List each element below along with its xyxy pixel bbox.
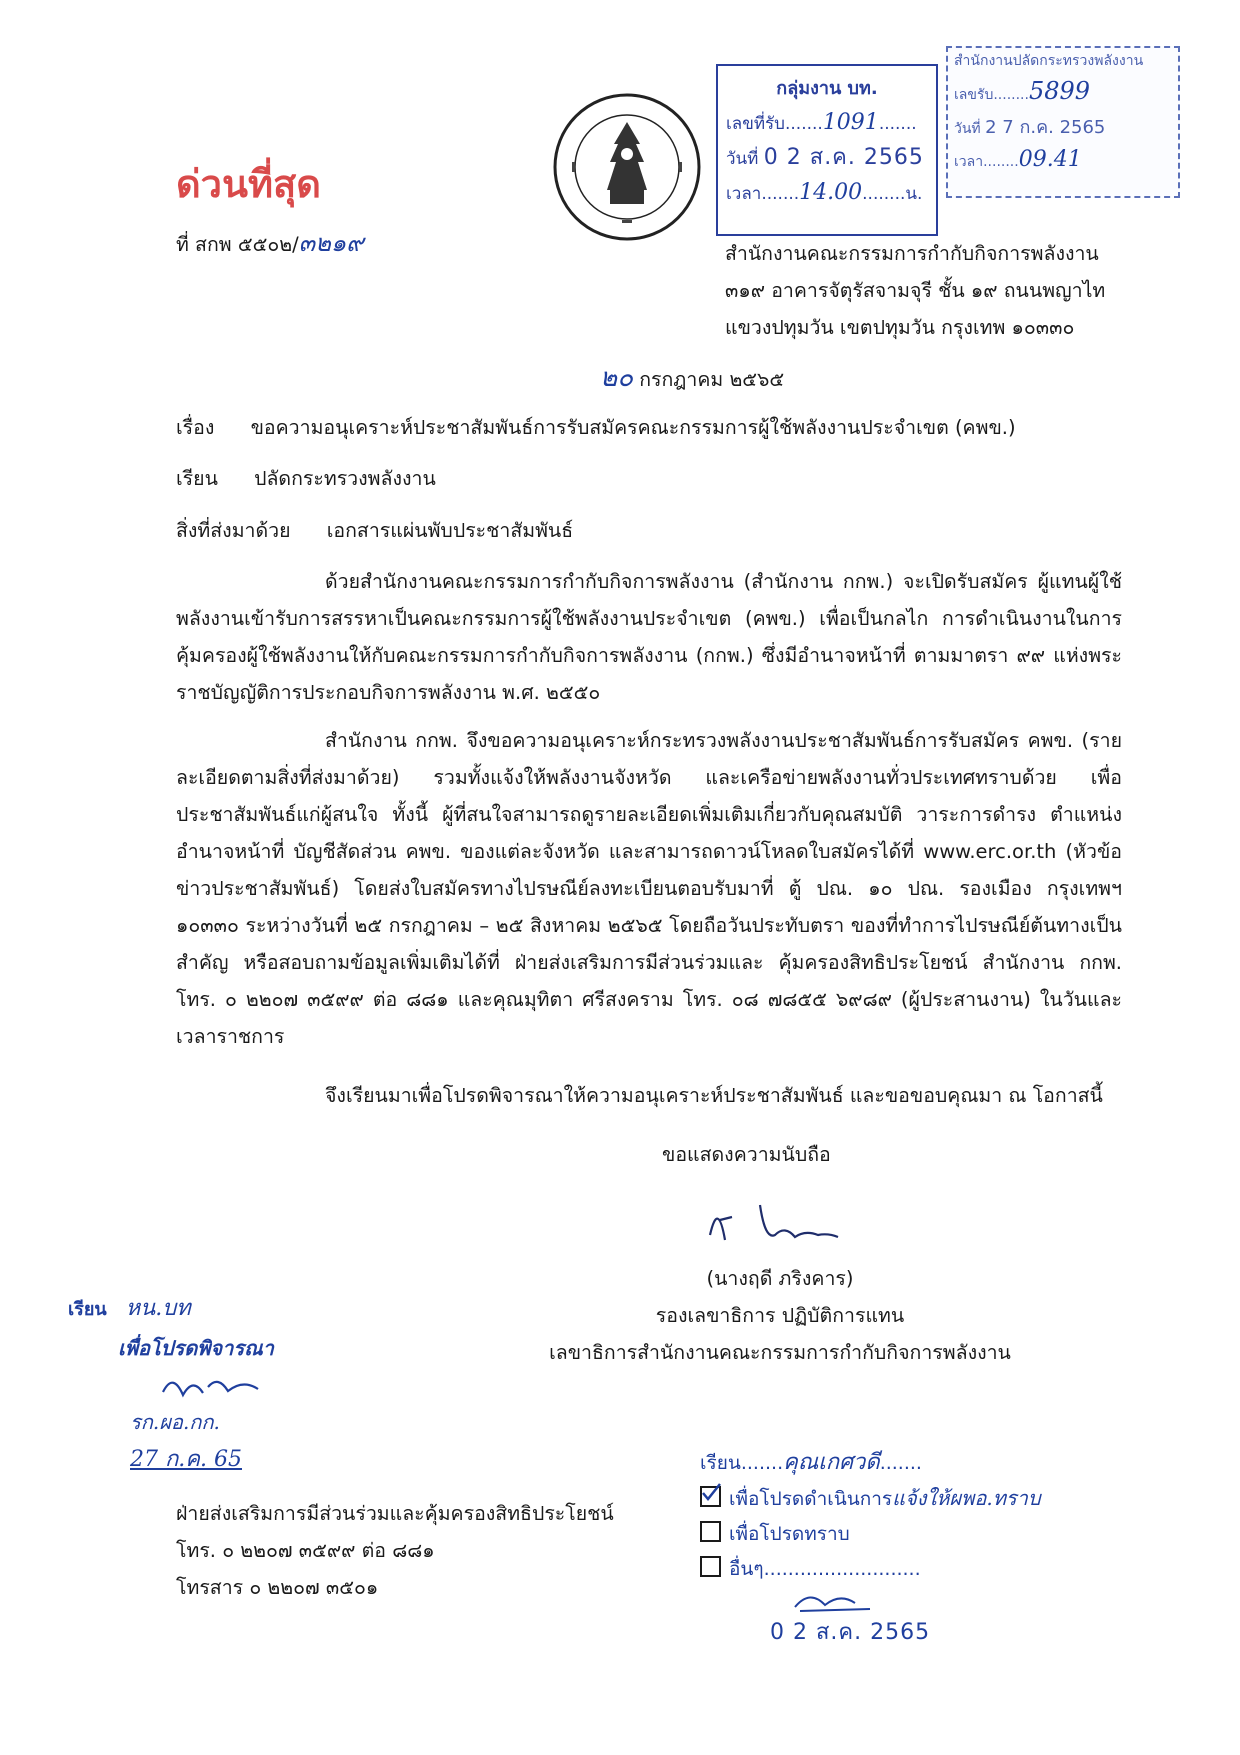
office-stamp-date: วันที่ 2 7 ก.ค. 2565 [954,117,1106,138]
document-reference [176,225,364,263]
initials-signature-icon [158,1367,278,1403]
routing-stamp [700,1445,1041,1650]
left-handwritten-memo [68,1290,328,1479]
contact-footer [176,1495,614,1606]
body-paragraph-1: ด้วยสำนักงานคณะกรรมการกำกับกิจการพลังงาน (สำนักงาน กกพ.) จะเปิดรับสมัคร ผู้แทนผู้ใช้พลังงานเข้ารับการสรรหาเป็นคณะกรรมการผู้ใช้พลังงานประจำเขต (คพข.) เพื่อเป็นกลไก การดำเนินงานในการคุ้มครองผู้ใช้พลังงานให้กับคณะกรรมการกำกับกิจการพลังงาน (กกพ.) ซึ่งมีอำนาจหน้าที่ ตามมาตรา ๙๙ แห่งพระราชบัญญัติการประกอบกิจการพลังงาน พ.ศ. ๒๕๕๐ [176,570,1122,704]
routing-date: 0 2 ส.ค. 2565 [770,1620,931,1645]
routing-signature-icon [790,1587,880,1615]
checked-checkbox-icon [700,1486,721,1507]
signer-block [460,1260,1100,1371]
body-paragraph-2: สำนักงาน กกพ. จึงขอความอนุเคราะห์กระทรวงพลังงานประชาสัมพันธ์การรับสมัคร คพข. (รายละเอียดตามสิ่งที่ส่งมาด้วย) รวมทั้งแจ้งให้พลังงานจังหวัด และเครือข่ายพลังงานทั่วประเทศทราบด้วย เพื่อประชาสัมพันธ์แก่ผู้สนใจ ทั้งนี้ ผู้ที่สนใจสามารถดูรายละเอียดเพิ่มเติมเกี่ยวกับคุณสมบัติ วาระการดำรง ตำแหน่ง อำนาจหน้าที่ บัญชีสัดส่วน คพข. ของแต่ละจังหวัด และสามารถดาวน์โหลดใบสมัครได้ที่ www.erc.or.th (หัวข้อข่าวประชาสัมพันธ์) โดยส่งใบสมัครทางไปรษณีย์ลงทะเบียนตอบรับมาที่ ตู้ ปณ. ๑๐ ปณ. รองเมือง กรุงเทพฯ ๑๐๓๓๐ ระหว่างวันที่ ๒๕ กรกฎาคม – ๒๕ สิงหาคม ๒๕๖๕ โดยถือวันประทับตรา ของที่ทำการไปรษณีย์ต้นทางเป็นสำคัญ หรือสอบถามข้อมูลเพิ่มเติมได้ที่ ฝ่ายส่งเสริมการมีส่วนร่วมและ คุ้มครองสิทธิประโยชน์ สำนักงาน กกพ. โทร. ๐ ๒๒๐๗ ๓๕๙๙ ต่อ ๘๘๑ และคุณมุทิตา ศรีสงคราม โทร. ๐๘ ๗๘๕๕ ๖๙๘๙ (ผู้ประสานงาน) ในวันและเวลาราชการ [176,729,1122,1048]
contact-phone: โทร. ๐ ๒๒๐๗ ๓๕๙๙ ต่อ ๘๘๑ [176,1539,435,1562]
sender-address-line: สำนักงานคณะกรรมการกำกับกิจการพลังงาน [725,242,1099,265]
routing-option-info: เพื่อโปรดทราบ [700,1517,1041,1552]
office-stamp-time: เวลา........09.41 [954,147,1082,172]
receive-stamp-date: วันที่ 0 2 ส.ค. 2565 [726,145,924,170]
recipient-line [176,460,436,497]
signer-title: เลขาธิการสำนักงานคณะกรรมการกำกับกิจการพลังงาน [549,1341,1011,1364]
office-stamp [946,46,1180,198]
date-month-year: กรกฎาคม ๒๕๖๕ [639,368,785,391]
date-day: ๒๐ [600,363,634,393]
signer-title: รองเลขาธิการ ปฏิบัติการแทน [655,1304,905,1327]
receive-stamp-title: กลุ่มงาน บท. [776,78,878,99]
office-stamp-number: เลขรับ........5899 [954,77,1091,105]
body-paragraph-3: จึงเรียนมาเพื่อโปรดพิจารณาให้ความอนุเคราะห์ประชาสัมพันธ์ และขอขอบคุณมา ณ โอกาสนี้ [325,1084,1103,1107]
contact-fax: โทรสาร ๐ ๒๒๐๗ ๓๕๐๑ [176,1576,379,1599]
subject-label: เรื่อง [176,416,215,439]
memo-date: 27 ก.ค. 65 [130,1447,242,1472]
checkbox-icon [700,1521,721,1542]
signer-name: (นางฤดี ภริงคาร) [706,1267,854,1290]
urgency-label: ด่วนที่สุด [176,162,321,206]
memo-to: เรียน หน.บท [68,1296,191,1321]
enclosure-label: สิ่งที่ส่งมาด้วย [176,519,291,542]
routing-to: เรียน.......คุณเกศวดี....... [700,1450,922,1475]
memo-initials [68,1367,328,1403]
contact-department: ฝ่ายส่งเสริมการมีส่วนร่วมและคุ้มครองสิทธิประโยชน์ [176,1502,614,1525]
memo-position: รก.ผอ.กก. [130,1410,220,1434]
routing-option-action: เพื่อโปรดดำเนินการแจ้งให้ผพอ.ทราบ [700,1481,1041,1517]
emblem-seal [552,92,702,242]
sender-address [725,235,1145,346]
receive-stamp-time: เวลา.......14.00........น. [726,180,923,205]
sender-address-line: แขวงปทุมวัน เขตปทุมวัน กรุงเทพ ๑๐๓๓๐ [725,316,1075,339]
document-date [600,360,784,398]
subject-line [176,409,1016,446]
reference-handwritten: ๓๒๑๙ [298,229,364,257]
enclosure-text: เอกสารแผ่นพับประชาสัมพันธ์ [326,519,574,542]
signature-icon [700,1195,860,1255]
checkbox-icon [700,1556,721,1577]
sender-address-line: ๓๑๙ อาคารจัตุรัสจามจุรี ชั้น ๑๙ ถนนพญาไท [725,279,1106,302]
reference-prefix: ที่ สกพ ๕๕๐๒/ [176,233,299,256]
receive-stamp-number: เลขที่รับ.......1091....... [726,110,917,135]
subject-text: ขอความอนุเคราะห์ประชาสัมพันธ์การรับสมัครคณะกรรมการผู้ใช้พลังงานประจำเขต (คพข.) [250,416,1016,439]
handwritten-signature [700,1195,860,1255]
garuda-seal-icon [552,92,702,242]
routing-signature [700,1587,1041,1615]
recipient-text: ปลัดกระทรวงพลังงาน [254,467,436,490]
enclosure-line [176,512,573,549]
recipient-label: เรียน [176,467,218,490]
receive-stamp [716,64,938,236]
office-stamp-title: สำนักงานปลัดกระทรวงพลังงาน [954,53,1144,69]
routing-option-other: อื่นๆ.......................... [700,1552,1041,1587]
memo-purpose: เพื่อโปรดพิจารณา [118,1336,274,1360]
closing: ขอแสดงความนับถือ [662,1143,831,1166]
